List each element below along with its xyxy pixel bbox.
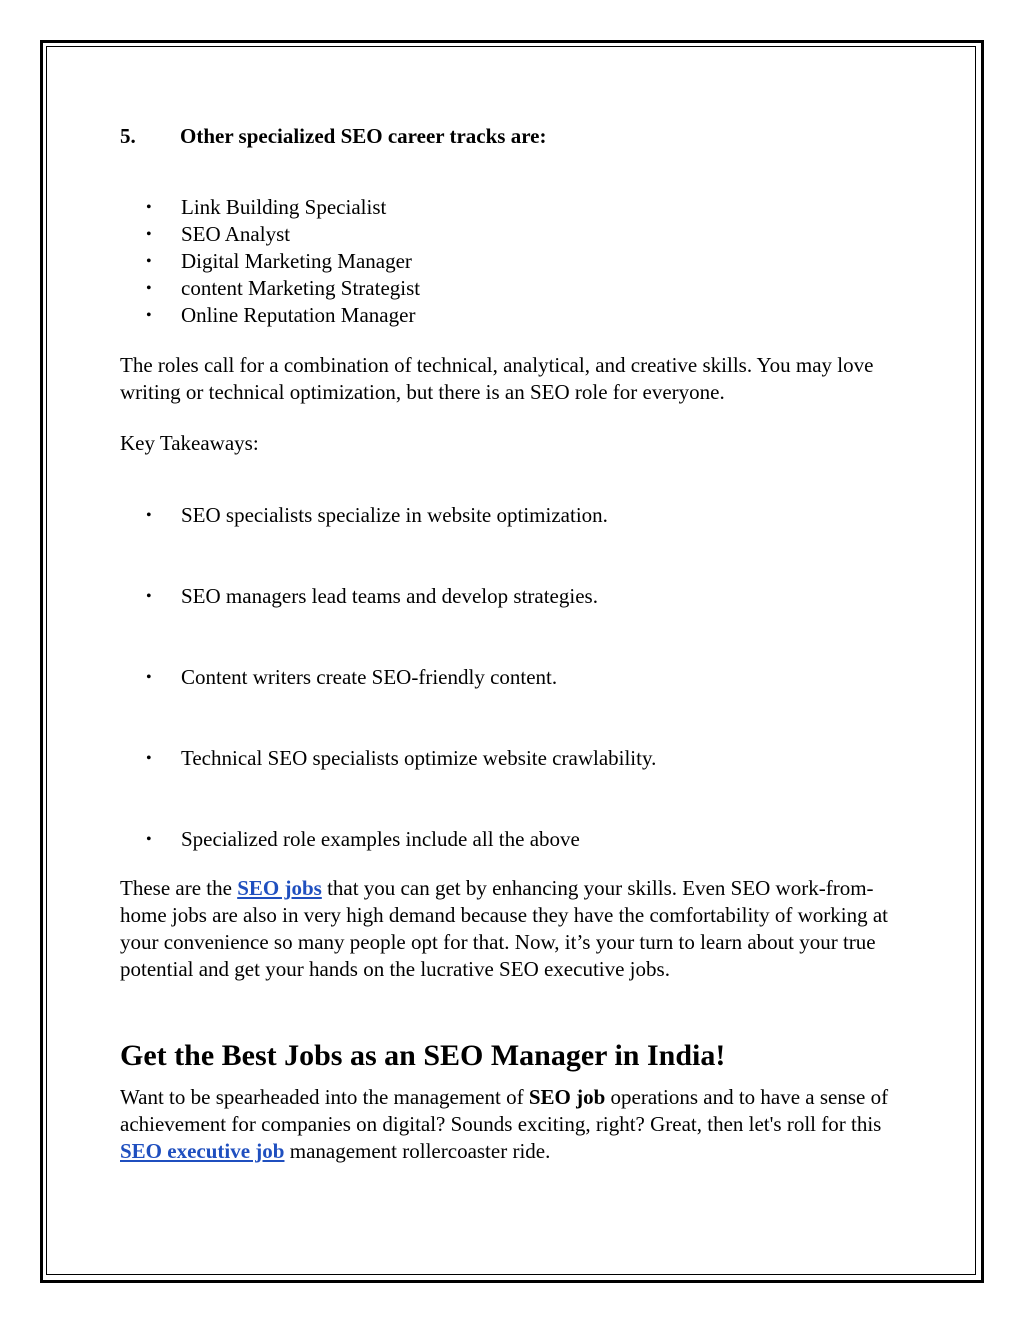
paragraph-text: operations and to have a sense of achievement for companies on digital? Sounds exciting, right? Great, then let's roll for this bbox=[120, 1085, 889, 1136]
list-item: • SEO specialists specialize in website optimization. bbox=[120, 502, 656, 529]
takeaways-list bbox=[120, 502, 656, 907]
seo-jobs-paragraph bbox=[120, 875, 920, 983]
list-item: • Digital Marketing Manager bbox=[120, 248, 420, 275]
list-item: • Specialized role examples include all the above bbox=[120, 826, 656, 853]
list-item: • Technical SEO specialists optimize website crawlability. bbox=[120, 745, 656, 772]
paragraph-text: management rollercoaster ride. bbox=[284, 1139, 551, 1163]
roles-paragraph: The roles call for a combination of technical, analytical, and creative skills. You may love writing or technical optimization, but there is an SEO role for everyone. bbox=[120, 353, 874, 404]
career-tracks-list bbox=[120, 194, 420, 329]
key-takeaways-label: Key Takeaways: bbox=[120, 431, 259, 455]
paragraph-text: These are the bbox=[120, 876, 238, 900]
paragraph-text: Want to be spearheaded into the management of bbox=[120, 1085, 529, 1109]
seo-job-bold: SEO job bbox=[528, 1085, 606, 1109]
section-number: 5. bbox=[120, 124, 136, 148]
list-item: • SEO managers lead teams and develop strategies. bbox=[120, 583, 656, 610]
list-item: • Link Building Specialist bbox=[120, 194, 420, 221]
seo-jobs-link[interactable]: SEO jobs bbox=[237, 876, 322, 900]
list-item: • Online Reputation Manager bbox=[120, 302, 420, 329]
section-heading bbox=[120, 123, 546, 150]
list-item: • SEO Analyst bbox=[120, 221, 420, 248]
paragraph-text: that you can get by enhancing your skills. Even SEO work-from-home jobs are also in very high demand because they have the comfortability of working at your convenience so many people opt for that. Now, it’s your turn to learn about your true potential and get your hands on the lucrative SEO executive jobs. bbox=[120, 876, 889, 981]
india-heading: Get the Best Jobs as an SEO Manager in India! bbox=[120, 1039, 726, 1072]
section-title: Other specialized SEO career tracks are: bbox=[180, 124, 547, 148]
list-item: • Content writers create SEO-friendly content. bbox=[120, 664, 656, 691]
seo-executive-job-link[interactable]: SEO executive job bbox=[120, 1139, 285, 1163]
final-paragraph bbox=[120, 1084, 920, 1165]
list-item: • content Marketing Strategist bbox=[120, 275, 420, 302]
